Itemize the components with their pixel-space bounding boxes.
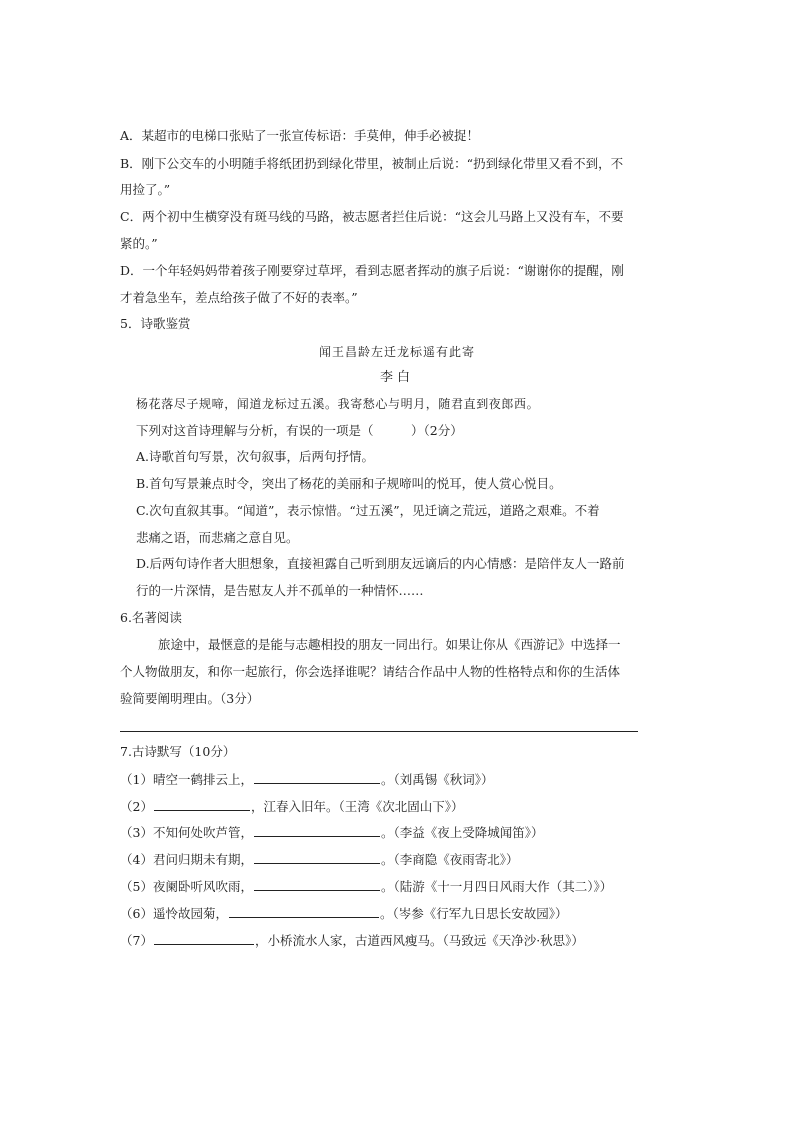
item-prompt: 君问归期未有期， (152, 852, 253, 867)
option-c-line1: C．两个初中生横穿没有斑马线的马路，被志愿者拦住后说：“这会儿马路上又没有车，不要 (120, 209, 624, 224)
option-a: A．某超市的电梯口张贴了一张宣传标语：手莫伸，伸手必被捉！ (120, 128, 480, 143)
item-number: （5） (120, 879, 153, 894)
fill-blank[interactable] (254, 770, 380, 784)
item-prompt: 遥怜故园菊， (152, 906, 228, 921)
fill-blank[interactable] (254, 850, 380, 864)
q6-paragraph-line3: 验简要阐明理由。（3分） (120, 691, 260, 706)
q7-item-1 (120, 770, 493, 789)
item-number: （6） (120, 906, 153, 921)
option-b-line2: 用捡了。” (120, 182, 171, 197)
q5-option-d-line2: 行的一片深情，是告慰友人并不孤单的一种情怀…… (136, 583, 424, 598)
q7-item-5 (120, 877, 612, 896)
option-b-line1: B．刚下公交车的小明随手将纸团扔到绿化带里，被制止后说：“扔到绿化带里又看不到，不 (120, 156, 624, 171)
q7-item-7 (120, 931, 584, 950)
item-number: （1） (120, 772, 153, 787)
q7-item-3 (120, 823, 543, 842)
poem-text: 杨花落尽子规啼，闻道龙标过五溪。我寄愁心与明月，随君直到夜郎西。 (136, 397, 540, 411)
answer-line[interactable] (120, 731, 638, 732)
q7-item-4 (120, 850, 518, 869)
q5-heading: 5．诗歌鉴赏 (120, 316, 191, 331)
q5-option-b: B.首句写景兼点时令，突出了杨花的美丽和子规啼叫的悦耳，使人赏心悦目。 (136, 476, 562, 491)
item-source: ，小桥流水人家，古道西风瘦马。（马致远《天净沙·秋思》） (254, 933, 584, 948)
q6-paragraph-line1: 旅途中，最惬意的是能与志趣相投的朋友一同出行。如果让你从《西游记》中选择一 (158, 637, 621, 652)
q7-heading: 7.古诗默写（10分） (120, 744, 236, 759)
poem-author: 李白 (379, 370, 414, 385)
item-number: （2） (120, 799, 153, 814)
item-source: 。（李益《夜上受降城闻笛》） (380, 825, 544, 840)
q5-option-d-line1: D.后两句诗作者大胆想象，直接袒露自己听到朋友远谪后的内心情感：是陪伴友人一路前 (136, 556, 625, 571)
item-prompt: 不知何处吹芦管， (152, 825, 253, 840)
q5-option-c-line1: C.次句直叙其事。“闻道”，表示惊惜。“过五溪”，见迁谪之荒远，道路之艰难。不着 (136, 503, 600, 518)
q7-item-6 (120, 904, 567, 923)
q7-item-2 (120, 797, 463, 816)
item-source: 。（岑参《行军九日思长安故园》） (379, 906, 568, 921)
q6-heading: 6.名著阅读 (120, 610, 182, 625)
item-source: ，江春入旧年。（王湾《次北固山下》） (250, 799, 464, 814)
item-prompt: 晴空一鹤排云上， (152, 772, 253, 787)
fill-blank[interactable] (254, 877, 380, 891)
fill-blank[interactable] (154, 797, 250, 811)
q5-option-c-line2: 悲痛之语，而悲痛之意自见。 (136, 530, 299, 545)
item-number: （7） (120, 933, 153, 948)
option-c-line2: 紧的。” (120, 236, 158, 251)
poem-title: 闻王昌龄左迁龙标遥有此寄 (318, 345, 475, 359)
item-source: 。（刘禹锡《秋词》） (380, 772, 494, 787)
q5-question: 下列对这首诗理解与分析，有误的一项是（ ）（2分） (136, 423, 463, 438)
option-d-line2: 才着急坐车，差点给孩子做了不好的表率。” (120, 290, 358, 305)
option-d-line1: D．一个年轻妈妈带着孩子刚要穿过草坪，看到志愿者挥动的旗子后说：“谢谢你的提醒，刚 (120, 263, 624, 278)
fill-blank[interactable] (254, 823, 380, 837)
item-source: 。（李商隐《夜雨寄北》） (380, 852, 519, 867)
item-number: （3） (120, 825, 153, 840)
item-source: 。（陆游《十一月四日风雨大作（其二）》） (380, 879, 613, 894)
fill-blank[interactable] (154, 931, 254, 945)
q6-paragraph-line2: 个人物做朋友，和你一起旅行，你会选择谁呢？请结合作品中人物的性格特点和你的生活体 (120, 664, 621, 679)
q5-option-a: A.诗歌首句写景，次句叙事，后两句抒情。 (136, 449, 375, 464)
item-number: （4） (120, 852, 153, 867)
item-prompt: 夜阑卧听风吹雨， (152, 879, 253, 894)
fill-blank[interactable] (229, 904, 379, 918)
